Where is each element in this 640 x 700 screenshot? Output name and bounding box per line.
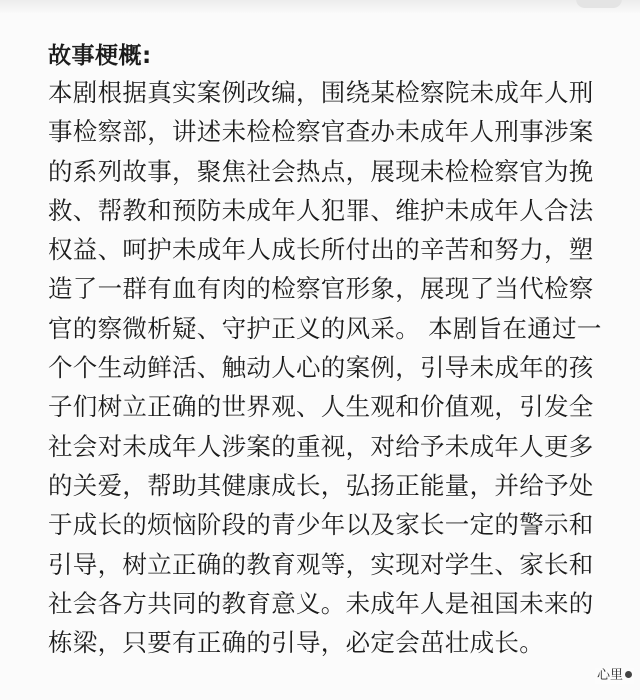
- synopsis-line: 官的察微析疑、守护正义的风采。 本剧旨在通过一: [48, 313, 602, 343]
- synopsis-line: 栋梁，只要有正确的引导，必定会茁壮成长。: [48, 628, 544, 658]
- synopsis-line: 权益、呵护未成年人成长所付出的辛苦和努力，塑: [48, 235, 594, 265]
- synopsis-line: 救、帮教和预防未成年人犯罪、维护未成年人合法: [48, 195, 594, 225]
- top-control-pill: [576, 0, 622, 8]
- watermark-dot-icon: [625, 671, 632, 678]
- watermark: [595, 668, 634, 684]
- top-shadow: [0, 0, 640, 14]
- synopsis-line: 个个生动鲜活、触动人心的案例，引导未成年的孩: [48, 353, 594, 383]
- synopsis-line: 造了一群有血有肉的检察官形象，展现了当代检察: [48, 274, 594, 304]
- synopsis-article: [48, 39, 608, 662]
- synopsis-line: 引导，树立正确的教育观等，实现对学生、家长和: [48, 549, 594, 579]
- synopsis-line: 子们树立正确的世界观、人生观和价值观，引发全: [48, 392, 594, 422]
- synopsis-line: 本剧根据真实案例改编，围绕某检察院未成年人刑: [48, 78, 594, 107]
- synopsis-line: 于成长的烦恼阶段的青少年以及家长一定的警示和: [48, 510, 594, 540]
- synopsis-line: 的系列故事，聚焦社会热点，展现未检检察官为挽: [48, 156, 594, 186]
- synopsis-heading: 故事梗概:: [48, 43, 152, 69]
- synopsis-line: 事检察部，讲述未检检察官查办未成年人刑事涉案: [48, 117, 594, 147]
- synopsis-line: 社会对未成年人涉案的重视，对给予未成年人更多: [48, 431, 594, 461]
- synopsis-line: 社会各方共同的教育意义。未成年人是祖国未来的: [48, 588, 594, 618]
- synopsis-line: 的关爱，帮助其健康成长，弘扬正能量，并给予处: [48, 470, 594, 500]
- watermark-text: 心里: [596, 668, 623, 683]
